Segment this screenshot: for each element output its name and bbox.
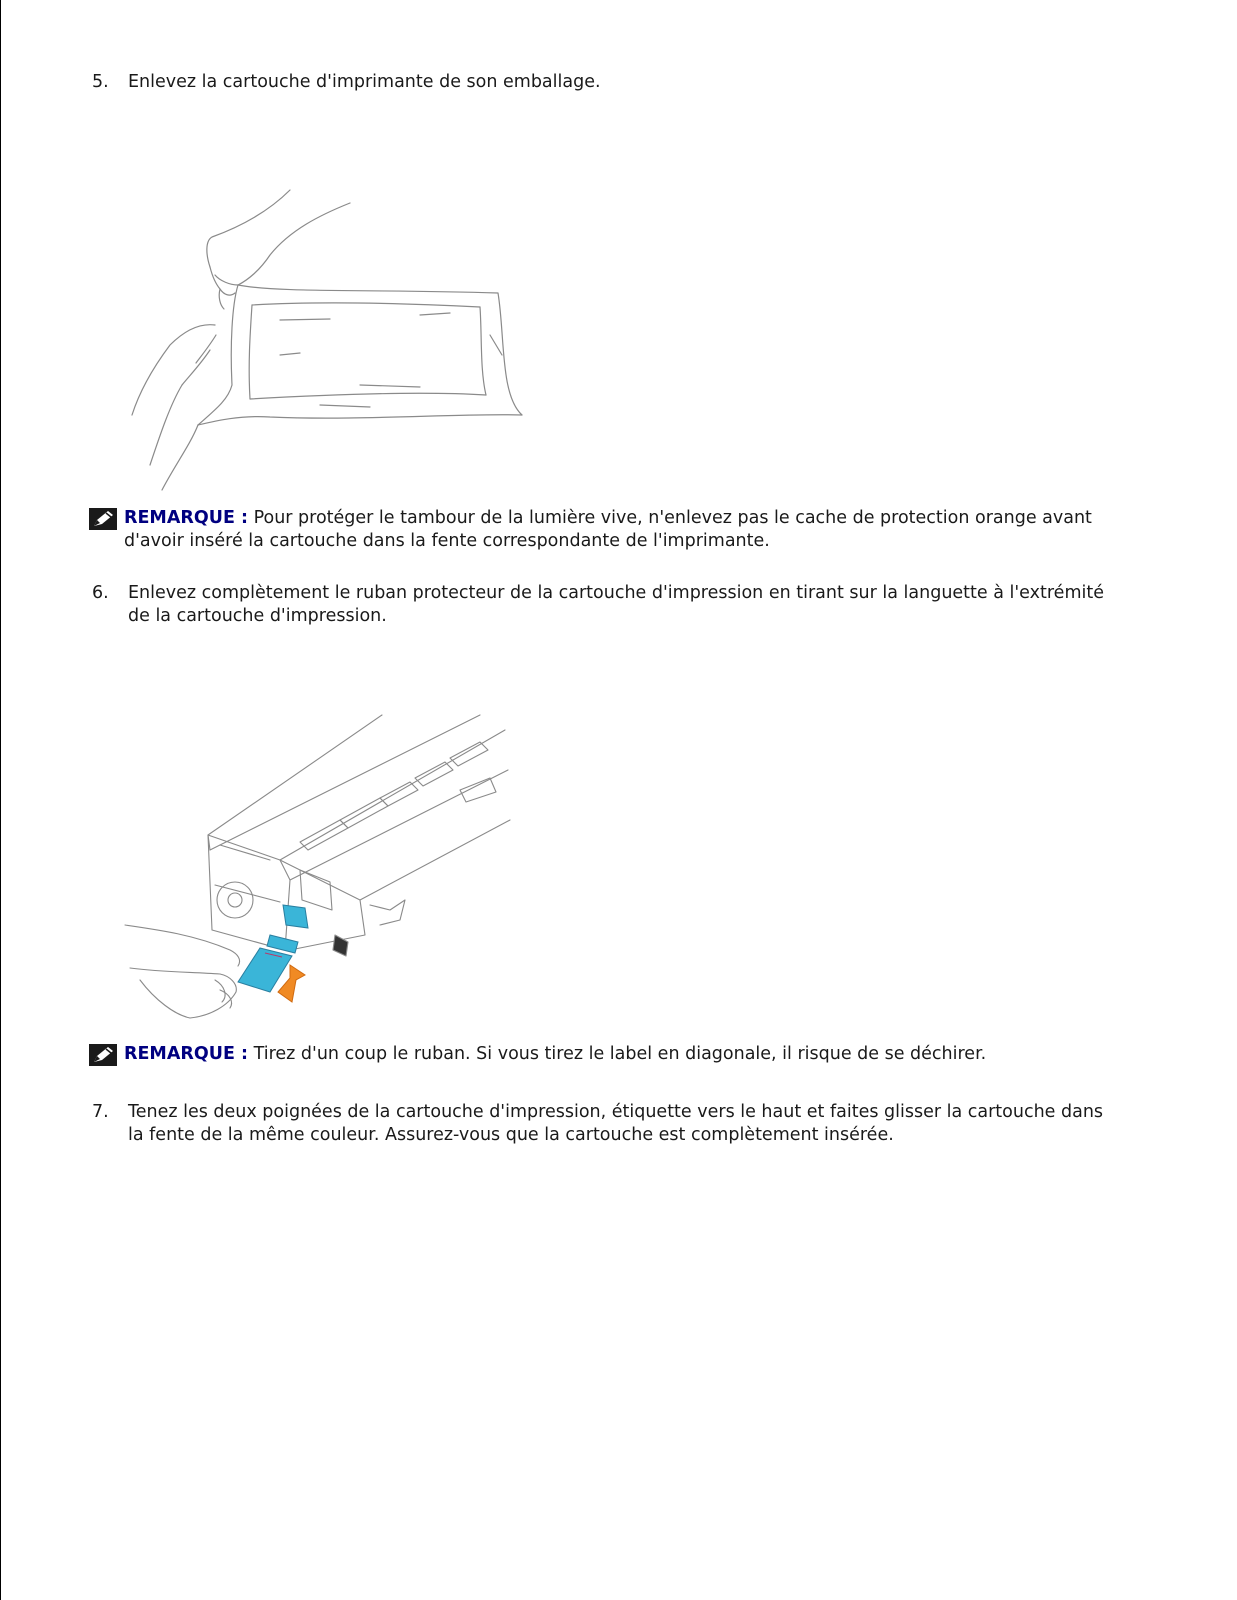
- pencil-note-icon: [82, 508, 124, 530]
- note-text: Tirez d'un coup le ruban. Si vous tirez le label en diagonale, il risque de se déchirer.: [248, 1044, 987, 1064]
- page-left-border: [0, 0, 1, 1600]
- note-2: [82, 1043, 1122, 1066]
- pencil-note-icon: [82, 1044, 124, 1066]
- step-7: [92, 1101, 1112, 1147]
- step-number: 5.: [92, 72, 109, 92]
- remove-tape-illustration: [120, 710, 520, 1030]
- note-1: [82, 507, 1122, 553]
- step-6: [92, 582, 1112, 628]
- step-text: Enlevez la cartouche d'imprimante de son emballage.: [128, 72, 601, 92]
- step-text: Enlevez complètement le ruban protecteur de la cartouche d'impression en tirant sur la languette à l'extrémité de la cartouche d'impression.: [128, 583, 1104, 626]
- note-text: Pour protéger le tambour de la lumière vive, n'enlevez pas le cache de protection orange avant d'avoir inséré la cartouche dans la fente correspondante de l'imprimante.: [124, 508, 1092, 551]
- step-number: 6.: [92, 583, 109, 603]
- step-number: 7.: [92, 1102, 109, 1122]
- note-label: REMARQUE :: [124, 1044, 248, 1064]
- unpack-cartridge-illustration: [120, 185, 540, 495]
- step-text: Tenez les deux poignées de la cartouche d'impression, étiquette vers le haut et faites glisser la cartouche dans la fente de la même couleur. Assurez-vous que la cartouche est complètement insérée.: [128, 1102, 1104, 1145]
- note-label: REMARQUE :: [124, 508, 248, 528]
- step-5: [92, 71, 1112, 94]
